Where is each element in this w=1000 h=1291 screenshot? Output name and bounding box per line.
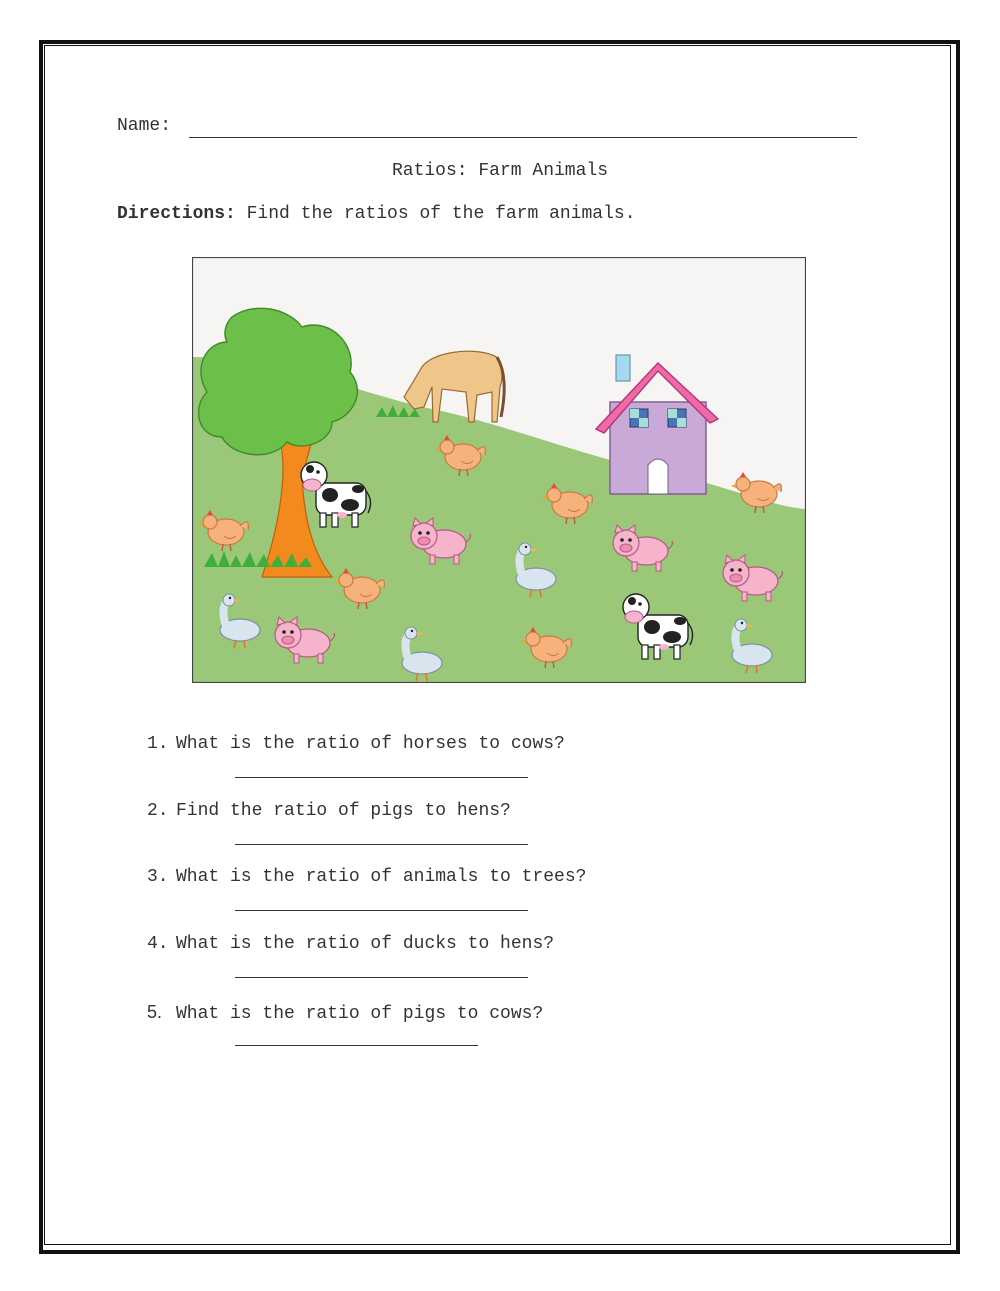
question-1: [147, 734, 565, 754]
answer-line-3[interactable]: [235, 910, 528, 911]
question-number: 1.: [147, 734, 169, 754]
name-field[interactable]: [189, 137, 857, 138]
question-4: [147, 934, 554, 954]
question-text: What is the ratio of ducks to hens?: [176, 934, 555, 954]
farm-scene-illustration: [192, 257, 806, 683]
directions: [117, 204, 636, 224]
question-number: 2.: [147, 801, 169, 821]
answer-line-2[interactable]: [235, 844, 528, 845]
directions-label: Directions:: [117, 204, 236, 224]
question-number: 5.: [147, 1002, 163, 1022]
question-number: 4.: [147, 934, 169, 954]
question-number: 3.: [147, 867, 169, 887]
answer-line-5[interactable]: [235, 1045, 478, 1046]
name-label: Name:: [117, 116, 172, 136]
question-3: [147, 867, 586, 887]
question-text: What is the ratio of pigs to cows?: [176, 1004, 544, 1024]
question-text: What is the ratio of animals to trees?: [176, 867, 587, 887]
question-5: [147, 1002, 543, 1024]
question-text: Find the ratio of pigs to hens?: [176, 801, 511, 821]
worksheet-title: Ratios: Farm Animals: [391, 161, 609, 181]
answer-line-4[interactable]: [235, 977, 528, 978]
answer-line-1[interactable]: [235, 777, 528, 778]
question-text: What is the ratio of horses to cows?: [176, 734, 565, 754]
question-2: [147, 801, 511, 821]
directions-text: Find the ratios of the farm animals.: [235, 204, 636, 224]
